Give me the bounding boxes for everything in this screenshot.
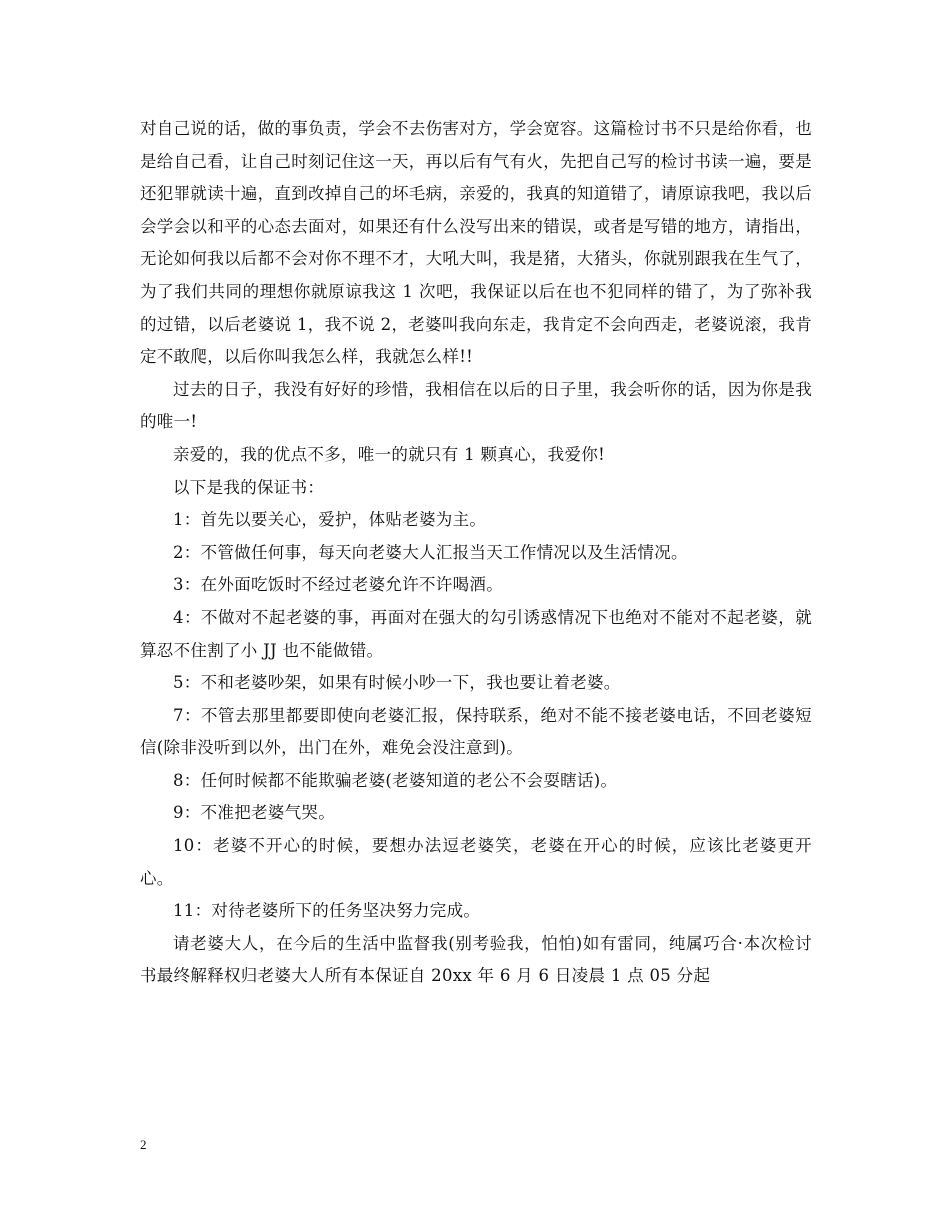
paragraph-apology: 对自己说的话，做的事负责，学会不去伤害对方，学会宽容。这篇检讨书不只是给你看，也是给自己看，让自己时刻记住这一天，再以后有气有火，先把自己写的检讨书读一遍，要是还犯罪就读十遍，直到改掉自己的坏毛病，亲爱的，我真的知道错了，请原谅我吧，我以后会学会以和平的心态去面对，如果还有什么没写出来的错误，或者是写错的地方，请指出，无论如何我以后都不会对你不理不才，大吼大叫，我是猪，大猪头，你就别跟我在生气了，为了我们共同的理想你就原谅我这 1 次吧，我保证以后在也不犯同样的错了，为了弥补我的过错，以后老婆说 1，我不说 2，老婆叫我向东走，我肯定不会向西走，老婆说滚，我肯定不敢爬，以后你叫我怎么样，我就怎么样!! [140,119,812,367]
guarantee-item-9: 9：不准把老婆气哭。 [173,803,335,823]
paragraph-guarantee-intro: 以下是我的保证书： [173,477,325,497]
guarantee-item-7: 7：不管去那里都要即使向老婆汇报，保持联系，绝对不能不接老婆电话，不回老婆短信(除非没听到以外，出门在外，难免会没注意到)。 [140,705,812,758]
paragraph-supervision: 请老婆大人，在今后的生活中监督我(别考验我，怕怕)如有雷同，纯属巧合·本次检讨书最终解释权归老婆大人所有本保证自 20xx 年 6 月 6 日凌晨 1 点 05 分起 [140,933,812,986]
guarantee-item-1: 1：首先以要关心，爱护，体贴老婆为主。 [173,510,487,530]
document-body [140,113,812,993]
guarantee-item-4: 4：不做对不起老婆的事，再面对在强大的勾引诱惑情况下也绝对不能对不起老婆，就算忍不住割了小 JJ 也不能做错。 [140,607,812,660]
guarantee-item-3: 3：在外面吃饭时不经过老婆允许不许喝酒。 [173,575,503,595]
guarantee-item-11: 11：对待老婆所下的任务坚决努力完成。 [173,901,481,921]
guarantee-item-2: 2：不管做任何事，每天向老婆大人汇报当天工作情况以及生活情况。 [173,542,688,562]
guarantee-item-5: 5：不和老婆吵架，如果有时候小吵一下，我也要让着老婆。 [173,673,621,693]
paragraph-true-heart: 亲爱的，我的优点不多，唯一的就只有 1 颗真心，我爱你! [173,444,606,464]
paragraph-past-days: 过去的日子，我没有好好的珍惜，我相信在以后的日子里，我会听你的话，因为你是我的唯一! [140,379,812,432]
page-number: 2 [140,1137,147,1152]
guarantee-item-10: 10：老婆不开心的时候，要想办法逗老婆笑，老婆在开心的时候，应该比老婆更开心。 [140,836,812,888]
guarantee-item-8: 8：任何时候都不能欺骗老婆(老婆知道的老公不会耍瞎话)。 [173,770,618,790]
